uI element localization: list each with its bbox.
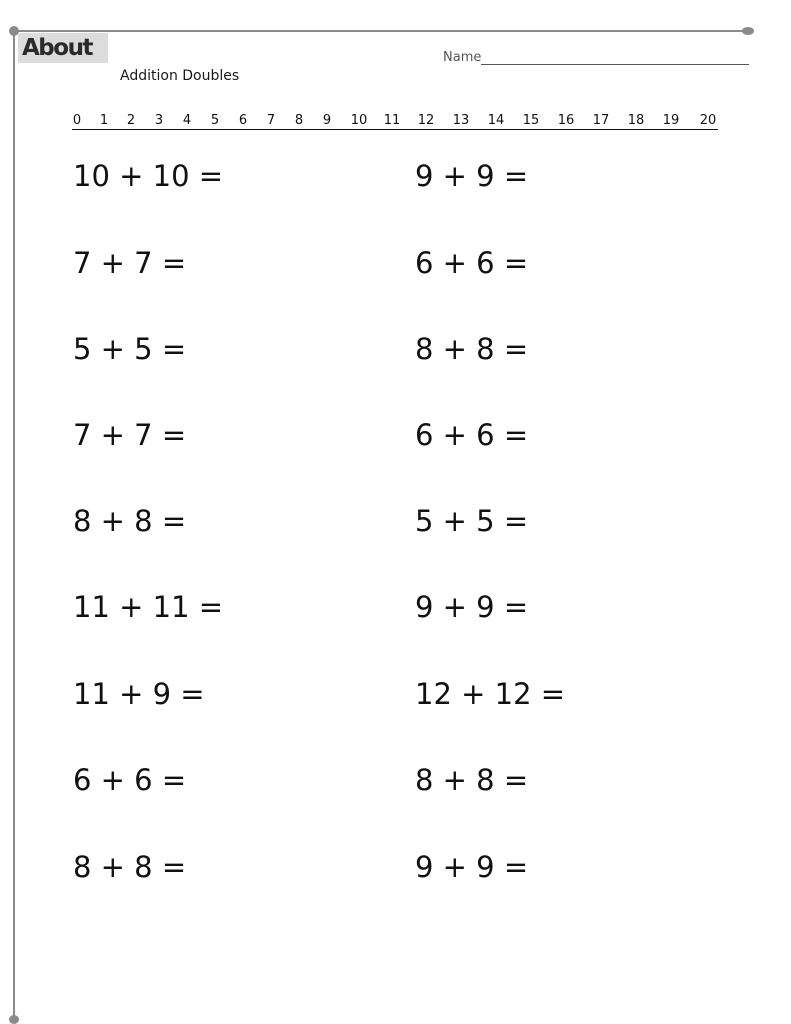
problem-right-1: 9 + 9 = xyxy=(415,159,529,193)
problem-left-4: 7 + 7 = xyxy=(73,418,187,452)
tick-label: 20 xyxy=(699,113,717,128)
top-border-line xyxy=(14,30,748,32)
problem-left-7: 11 + 9 = xyxy=(73,677,205,711)
tick-label: 0 xyxy=(72,113,82,128)
tick-label: 10 xyxy=(350,113,368,128)
corner-dot-bottom-left xyxy=(9,1015,19,1024)
name-blank-line xyxy=(481,64,749,65)
problem-left-1: 10 + 10 = xyxy=(73,159,224,193)
problem-right-5: 5 + 5 = xyxy=(415,504,529,538)
problem-right-6: 9 + 9 = xyxy=(415,590,529,624)
number-line xyxy=(72,113,718,130)
tick-label: 2 xyxy=(126,113,136,128)
tick-label: 17 xyxy=(592,113,610,128)
left-border-line xyxy=(13,30,15,1020)
problem-left-2: 7 + 7 = xyxy=(73,246,187,280)
problem-right-9: 9 + 9 = xyxy=(415,850,529,884)
tick-label: 14 xyxy=(487,113,505,128)
problem-right-7: 12 + 12 = xyxy=(415,677,566,711)
name-label: Name xyxy=(443,50,482,65)
tick-label: 6 xyxy=(238,113,248,128)
problem-right-2: 6 + 6 = xyxy=(415,246,529,280)
tick-label: 13 xyxy=(452,113,470,128)
about-logo: About xyxy=(18,33,108,63)
tick-label: 1 xyxy=(99,113,109,128)
tick-label: 4 xyxy=(182,113,192,128)
tick-label: 11 xyxy=(383,113,401,128)
problem-right-4: 6 + 6 = xyxy=(415,418,529,452)
problem-right-3: 8 + 8 = xyxy=(415,332,529,366)
tick-label: 12 xyxy=(417,113,435,128)
tick-label: 15 xyxy=(522,113,540,128)
tick-label: 18 xyxy=(627,113,645,128)
worksheet-title: Addition Doubles xyxy=(120,68,240,84)
tick-label: 19 xyxy=(662,113,680,128)
problem-left-6: 11 + 11 = xyxy=(73,590,224,624)
tick-label: 16 xyxy=(557,113,575,128)
problem-right-8: 8 + 8 = xyxy=(415,763,529,797)
problem-left-3: 5 + 5 = xyxy=(73,332,187,366)
tick-label: 7 xyxy=(266,113,276,128)
tick-label: 5 xyxy=(210,113,220,128)
tick-label: 3 xyxy=(154,113,164,128)
problem-left-5: 8 + 8 = xyxy=(73,504,187,538)
problem-left-8: 6 + 6 = xyxy=(73,763,187,797)
tick-label: 8 xyxy=(294,113,304,128)
problem-left-9: 8 + 8 = xyxy=(73,850,187,884)
corner-dot-top-right xyxy=(742,27,754,35)
tick-label: 9 xyxy=(322,113,332,128)
